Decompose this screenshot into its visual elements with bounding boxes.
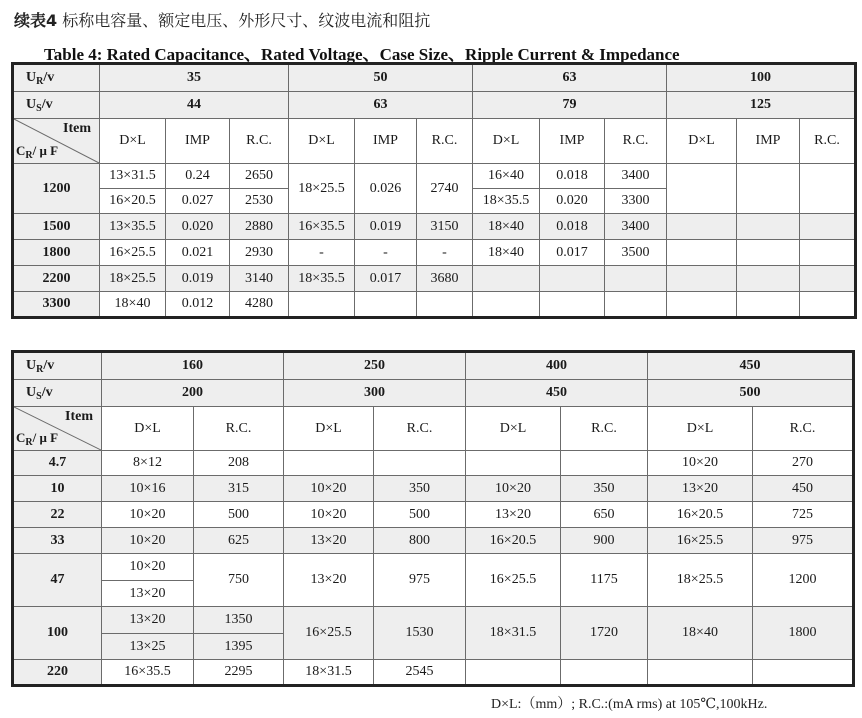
english-title: Table 4: Rated Capacitance、Rated Voltage、Case Size、Ripple Current & Impedance bbox=[44, 45, 680, 64]
ur-value: 63 bbox=[473, 64, 667, 92]
dxl-cell: 18×40 bbox=[473, 214, 540, 240]
ur-label: $U_R/v$ bbox=[13, 352, 102, 380]
ur-value: 35 bbox=[100, 64, 289, 92]
rc-cell: 208 bbox=[194, 451, 284, 476]
empty-cell bbox=[737, 292, 800, 318]
dxl-cell: 13×35.5 bbox=[100, 214, 166, 240]
dxl-cell: 10×20 bbox=[284, 502, 374, 528]
dxl-cell: 18×31.5 bbox=[284, 660, 374, 686]
empty-cell bbox=[473, 292, 540, 318]
rc-cell: 900 bbox=[561, 528, 648, 554]
dxl-cell: 13×20 bbox=[284, 528, 374, 554]
imp-cell: 0.021 bbox=[166, 240, 230, 266]
units-footnote: D×L:（mm）; R.C.:(mA rms) at 105℃,100kHz. bbox=[491, 697, 768, 712]
rc-cell: 650 bbox=[561, 502, 648, 528]
col-rc: R.C. bbox=[753, 407, 854, 451]
rc-cell: 800 bbox=[374, 528, 466, 554]
ur-value: 400 bbox=[466, 352, 648, 380]
rc-cell: - bbox=[417, 240, 473, 266]
capacitance-cell: 1800 bbox=[13, 240, 100, 266]
capacitance-cell: 1500 bbox=[13, 214, 100, 240]
dxl-cell: 13×20 bbox=[284, 554, 374, 607]
capacitance-cell: 4.7 bbox=[13, 451, 102, 476]
table-row bbox=[13, 451, 854, 476]
dxl-cell: 18×35.5 bbox=[289, 266, 355, 292]
col-dxl: D×L bbox=[289, 119, 355, 164]
col-rc: R.C. bbox=[417, 119, 473, 164]
col-rc: R.C. bbox=[230, 119, 289, 164]
capacitance-cell: 100 bbox=[13, 607, 102, 660]
capacitance-cell: 220 bbox=[13, 660, 102, 686]
ur-row bbox=[13, 64, 856, 92]
empty-cell bbox=[466, 660, 561, 686]
capacitance-cell: 47 bbox=[13, 554, 102, 607]
imp-cell: 0.017 bbox=[540, 240, 605, 266]
rc-cell: 3680 bbox=[417, 266, 473, 292]
rc-cell: 3500 bbox=[605, 240, 667, 266]
table-row bbox=[13, 214, 856, 240]
rc-cell: 2530 bbox=[230, 189, 289, 214]
col-rc: R.C. bbox=[374, 407, 466, 451]
ur-label: $U_R/v$ bbox=[13, 64, 100, 92]
dxl-cell: 13×20 bbox=[102, 607, 194, 634]
dxl-cell: 10×20 bbox=[466, 476, 561, 502]
dxl-cell: 13×20 bbox=[102, 581, 194, 607]
dxl-cell: 18×35.5 bbox=[473, 189, 540, 214]
dxl-cell: 13×25 bbox=[102, 634, 194, 660]
empty-cell bbox=[289, 292, 355, 318]
rc-cell: 750 bbox=[194, 554, 284, 607]
rc-cell: 1175 bbox=[561, 554, 648, 607]
empty-cell bbox=[466, 451, 561, 476]
empty-cell bbox=[800, 214, 856, 240]
col-rc: R.C. bbox=[605, 119, 667, 164]
capacitance-cell: 22 bbox=[13, 502, 102, 528]
dxl-cell: 16×35.5 bbox=[102, 660, 194, 686]
table-row bbox=[13, 164, 856, 189]
empty-cell bbox=[648, 660, 753, 686]
imp-cell: 0.24 bbox=[166, 164, 230, 189]
us-label: $U_S/v$ bbox=[13, 380, 102, 407]
dxl-cell: - bbox=[289, 240, 355, 266]
us-value: 125 bbox=[667, 92, 856, 119]
table-row bbox=[13, 292, 856, 318]
col-imp: IMP bbox=[540, 119, 605, 164]
rc-cell: 2650 bbox=[230, 164, 289, 189]
empty-cell bbox=[667, 214, 737, 240]
rc-cell: 3140 bbox=[230, 266, 289, 292]
us-value: 63 bbox=[289, 92, 473, 119]
empty-cell bbox=[355, 292, 417, 318]
dxl-cell: 16×20.5 bbox=[648, 502, 753, 528]
capacitance-cell: 3300 bbox=[13, 292, 100, 318]
rc-cell: 450 bbox=[753, 476, 854, 502]
item-label: Item bbox=[63, 121, 91, 136]
rc-cell: 4280 bbox=[230, 292, 289, 318]
us-label: $U_S/v$ bbox=[13, 92, 100, 119]
rc-cell: 1720 bbox=[561, 607, 648, 660]
us-value: 500 bbox=[648, 380, 854, 407]
imp-cell: 0.019 bbox=[166, 266, 230, 292]
dxl-cell: 16×40 bbox=[473, 164, 540, 189]
imp-cell: 0.027 bbox=[166, 189, 230, 214]
imp-cell: 0.019 bbox=[355, 214, 417, 240]
dxl-cell: 10×20 bbox=[102, 502, 194, 528]
dxl-cell: 13×20 bbox=[466, 502, 561, 528]
dxl-cell: 16×25.5 bbox=[100, 240, 166, 266]
col-dxl: D×L bbox=[102, 407, 194, 451]
col-dxl: D×L bbox=[100, 119, 166, 164]
col-dxl: D×L bbox=[648, 407, 753, 451]
item-cr-diagonal-header bbox=[13, 119, 100, 164]
imp-cell: - bbox=[355, 240, 417, 266]
ur-value: 50 bbox=[289, 64, 473, 92]
dxl-cell: 10×20 bbox=[648, 451, 753, 476]
rc-cell: 725 bbox=[753, 502, 854, 528]
rc-cell: 975 bbox=[374, 554, 466, 607]
imp-cell: 0.017 bbox=[355, 266, 417, 292]
ur-value: 450 bbox=[648, 352, 854, 380]
us-value: 300 bbox=[284, 380, 466, 407]
table-row bbox=[13, 607, 854, 634]
table-row bbox=[13, 528, 854, 554]
dxl-cell: 18×25.5 bbox=[289, 164, 355, 214]
dxl-cell: 16×25.5 bbox=[466, 554, 561, 607]
dxl-cell: 18×40 bbox=[473, 240, 540, 266]
col-rc: R.C. bbox=[800, 119, 856, 164]
empty-cell bbox=[667, 164, 737, 214]
col-imp: IMP bbox=[166, 119, 230, 164]
table-row bbox=[13, 554, 854, 581]
table-high-voltage bbox=[11, 350, 855, 687]
col-dxl: D×L bbox=[284, 407, 374, 451]
ur-value: 250 bbox=[284, 352, 466, 380]
us-value: 79 bbox=[473, 92, 667, 119]
imp-cell: 0.012 bbox=[166, 292, 230, 318]
table-row bbox=[13, 660, 854, 686]
rc-cell: 1350 bbox=[194, 607, 284, 634]
dxl-cell: 10×16 bbox=[102, 476, 194, 502]
imp-cell: 0.026 bbox=[355, 164, 417, 214]
rc-cell: 625 bbox=[194, 528, 284, 554]
rc-cell: 1395 bbox=[194, 634, 284, 660]
imp-cell: 0.018 bbox=[540, 214, 605, 240]
ur-value: 160 bbox=[102, 352, 284, 380]
dxl-cell: 13×31.5 bbox=[100, 164, 166, 189]
empty-cell bbox=[667, 266, 737, 292]
empty-cell bbox=[667, 292, 737, 318]
empty-cell bbox=[540, 266, 605, 292]
dxl-cell: 13×20 bbox=[648, 476, 753, 502]
empty-cell bbox=[561, 451, 648, 476]
dxl-cell: 18×40 bbox=[648, 607, 753, 660]
empty-cell bbox=[605, 292, 667, 318]
table-row bbox=[13, 476, 854, 502]
rc-cell: 1530 bbox=[374, 607, 466, 660]
dxl-cell: 8×12 bbox=[102, 451, 194, 476]
col-rc: R.C. bbox=[561, 407, 648, 451]
column-header-row bbox=[13, 407, 854, 451]
cr-label: $C_R/$ μ F bbox=[16, 143, 59, 161]
rc-cell: 270 bbox=[753, 451, 854, 476]
item-label: Item bbox=[65, 409, 93, 424]
dxl-cell: 18×40 bbox=[100, 292, 166, 318]
empty-cell bbox=[561, 660, 648, 686]
empty-cell bbox=[737, 214, 800, 240]
empty-cell bbox=[800, 266, 856, 292]
table-low-voltage bbox=[11, 62, 857, 319]
rc-cell: 3150 bbox=[417, 214, 473, 240]
rc-cell: 3400 bbox=[605, 164, 667, 189]
rc-cell: 500 bbox=[374, 502, 466, 528]
ur-value: 100 bbox=[667, 64, 856, 92]
item-cr-diagonal-header bbox=[13, 407, 102, 451]
cr-label: $C_R/$ μ F bbox=[16, 430, 59, 448]
empty-cell bbox=[737, 164, 800, 214]
chinese-title: 续表4 标称电容量、额定电压、外形尺寸、纹波电流和阻抗 bbox=[14, 11, 431, 30]
empty-cell bbox=[374, 451, 466, 476]
rc-cell: 2930 bbox=[230, 240, 289, 266]
empty-cell bbox=[800, 164, 856, 214]
dxl-cell: 16×25.5 bbox=[648, 528, 753, 554]
rc-cell: 500 bbox=[194, 502, 284, 528]
us-value: 450 bbox=[466, 380, 648, 407]
dxl-cell: 18×25.5 bbox=[100, 266, 166, 292]
imp-cell: 0.020 bbox=[540, 189, 605, 214]
capacitance-cell: 10 bbox=[13, 476, 102, 502]
col-dxl: D×L bbox=[466, 407, 561, 451]
rc-cell: 2740 bbox=[417, 164, 473, 214]
capacitance-cell: 2200 bbox=[13, 266, 100, 292]
empty-cell bbox=[800, 240, 856, 266]
empty-cell bbox=[417, 292, 473, 318]
empty-cell bbox=[284, 451, 374, 476]
column-header-row bbox=[13, 119, 856, 164]
empty-cell bbox=[540, 292, 605, 318]
rc-cell: 3400 bbox=[605, 214, 667, 240]
dxl-cell: 10×20 bbox=[102, 554, 194, 581]
rc-cell: 975 bbox=[753, 528, 854, 554]
dxl-cell: 16×25.5 bbox=[284, 607, 374, 660]
table-row bbox=[13, 240, 856, 266]
rc-cell: 350 bbox=[561, 476, 648, 502]
col-rc: R.C. bbox=[194, 407, 284, 451]
rc-cell: 2880 bbox=[230, 214, 289, 240]
dxl-cell: 10×20 bbox=[284, 476, 374, 502]
dxl-cell: 18×25.5 bbox=[648, 554, 753, 607]
us-row bbox=[13, 380, 854, 407]
rc-cell: 315 bbox=[194, 476, 284, 502]
rc-cell: 2545 bbox=[374, 660, 466, 686]
empty-cell bbox=[737, 266, 800, 292]
ur-row bbox=[13, 352, 854, 380]
rc-cell: 1200 bbox=[753, 554, 854, 607]
empty-cell bbox=[473, 266, 540, 292]
imp-cell: 0.020 bbox=[166, 214, 230, 240]
table-row bbox=[13, 502, 854, 528]
rc-cell: 2295 bbox=[194, 660, 284, 686]
empty-cell bbox=[737, 240, 800, 266]
imp-cell: 0.018 bbox=[540, 164, 605, 189]
dxl-cell: 16×20.5 bbox=[100, 189, 166, 214]
col-imp: IMP bbox=[737, 119, 800, 164]
empty-cell bbox=[605, 266, 667, 292]
col-imp: IMP bbox=[355, 119, 417, 164]
empty-cell bbox=[800, 292, 856, 318]
dxl-cell: 18×31.5 bbox=[466, 607, 561, 660]
rc-cell: 1800 bbox=[753, 607, 854, 660]
us-value: 200 bbox=[102, 380, 284, 407]
col-dxl: D×L bbox=[667, 119, 737, 164]
us-value: 44 bbox=[100, 92, 289, 119]
col-dxl: D×L bbox=[473, 119, 540, 164]
dxl-cell: 16×35.5 bbox=[289, 214, 355, 240]
dxl-cell: 10×20 bbox=[102, 528, 194, 554]
dxl-cell: 16×20.5 bbox=[466, 528, 561, 554]
rc-cell: 3300 bbox=[605, 189, 667, 214]
us-row bbox=[13, 92, 856, 119]
empty-cell bbox=[753, 660, 854, 686]
capacitance-cell: 1200 bbox=[13, 164, 100, 214]
table-row bbox=[13, 266, 856, 292]
empty-cell bbox=[667, 240, 737, 266]
rc-cell: 350 bbox=[374, 476, 466, 502]
capacitance-cell: 33 bbox=[13, 528, 102, 554]
